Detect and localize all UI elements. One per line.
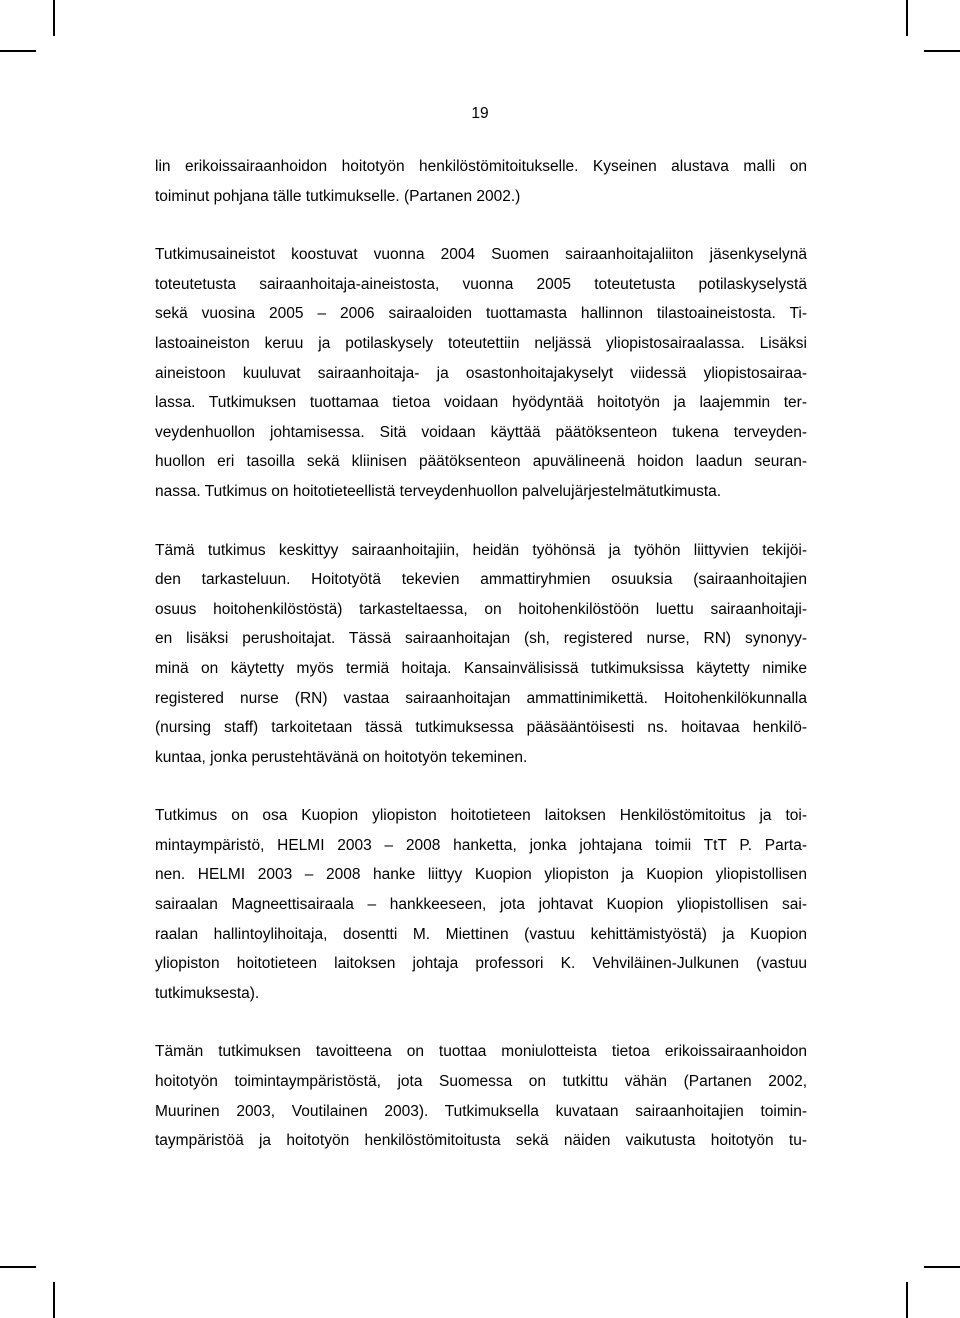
text-line: Tämän tutkimuksen tavoitteena on tuottaa moniulotteista tietoa erikoissairaanhoidon: [155, 1043, 807, 1061]
text-line: lassa. Tutkimuksen tuottamaa tietoa voidaan hyödyntää hoitotyön ja laajemmin ter-: [155, 394, 807, 412]
crop-mark-top-right-vertical: [906, 0, 908, 36]
text-line: nen. HELMI 2003 – 2008 hanke liittyy Kuopion yliopiston ja Kuopion yliopistollisen: [155, 866, 807, 884]
text-line: minä on käytetty myös termiä hoitaja. Kansainvälisissä tutkimuksissa käytetty nimike: [155, 659, 807, 677]
text-line: en lisäksi perushoitajat. Tässä sairaanhoitajan (sh, registered nurse, RN) synonyy-: [155, 630, 807, 648]
text-line: Tutkimusaineistot koostuvat vuonna 2004 Suomen sairaanhoitajaliiton jäsenkyselynä: [155, 246, 807, 264]
text-line: raalan hallintoylihoitaja, dosentti M. Miettinen (vastuu kehittämistyöstä) ja Kuopion: [155, 925, 807, 943]
crop-mark-bottom-right-horizontal: [924, 1266, 960, 1268]
text-line: toteutetusta sairaanhoitaja-aineistosta, vuonna 2005 toteutetusta potilaskyselystä: [155, 275, 807, 293]
crop-mark-bottom-left-horizontal: [0, 1266, 36, 1268]
text-line: sekä vuosina 2005 – 2006 sairaaloiden tuottamasta hallinnon tilastoaineistosta. Ti-: [155, 305, 807, 323]
text-line: Muurinen 2003, Voutilainen 2003). Tutkimuksella kuvataan sairaanhoitajien toimin-: [155, 1102, 807, 1120]
text-line: taympäristöä ja hoitotyön henkilöstömitoitusta sekä näiden vaikutusta hoitotyön tu-: [155, 1132, 807, 1150]
text-line: toiminut pohjana tälle tutkimukselle. (Partanen 2002.): [155, 187, 521, 205]
text-line: nassa. Tutkimus on hoitotieteellistä terveydenhuollon palvelujärjestelmätutkimusta.: [155, 482, 722, 500]
crop-mark-top-left-vertical: [53, 0, 55, 36]
text-line: tutkimuksesta).: [155, 984, 260, 1002]
text-line: aineistoon kuuluvat sairaanhoitaja- ja osastonhoitajakyselyt viidessä yliopistosairaa-: [155, 364, 807, 382]
text-line: hoitotyön toimintaympäristöstä, jota Suomessa on tutkittu vähän (Partanen 2002,: [155, 1073, 807, 1091]
paragraph-3: [155, 536, 807, 773]
paragraph-4: [155, 801, 807, 1008]
crop-mark-top-right-horizontal: [924, 50, 960, 52]
document-body: [155, 152, 807, 1185]
text-line: veydenhuollon johtamisessa. Sitä voidaan käyttää päätöksenteon tukena terveyden-: [155, 423, 807, 441]
page-number: 19: [471, 105, 489, 122]
text-line: (nursing staff) tarkoitetaan tässä tutkimuksessa pääsääntöisesti ns. hoitavaa henkilö-: [155, 719, 807, 737]
text-line: mintaympäristö, HELMI 2003 – 2008 hanketta, jonka johtajana toimii TtT P. Parta-: [155, 836, 807, 854]
text-line: lin erikoissairaanhoidon hoitotyön henkilöstömitoitukselle. Kyseinen alustava malli on: [155, 158, 807, 175]
text-line: Tämä tutkimus keskittyy sairaanhoitajiin, heidän työhönsä ja työhön liittyvien tekijöi-: [155, 541, 807, 559]
text-line: registered nurse (RN) vastaa sairaanhoitajan ammattinimikettä. Hoitohenkilökunnalla: [155, 689, 807, 707]
crop-mark-top-left-horizontal: [0, 50, 36, 52]
paragraph-1: [155, 152, 807, 211]
text-line: huollon eri tasoilla sekä kliinisen päätöksenteon apuvälineenä hoidon laadun seuran-: [155, 453, 807, 471]
text-line: kuntaa, jonka perustehtävänä on hoitotyön tekeminen.: [155, 748, 528, 766]
paragraph-2: [155, 240, 807, 506]
text-line: osuus hoitohenkilöstöstä) tarkasteltaessa, on hoitohenkilöstöön luettu sairaanhoitaji-: [155, 600, 807, 618]
text-line: sairaalan Magneettisairaala – hankkeeseen, jota johtavat Kuopion yliopistollisen sai-: [155, 896, 807, 914]
text-line: Tutkimus on osa Kuopion yliopiston hoitotieteen laitoksen Henkilöstömitoitus ja toi-: [155, 807, 807, 825]
text-line: lastoaineiston keruu ja potilaskysely toteutettiin neljässä yliopistosairaalassa. Lisäksi: [155, 334, 807, 352]
paragraph-5: [155, 1037, 807, 1155]
text-line: yliopiston hoitotieteen laitoksen johtaja professori K. Vehviläinen-Julkunen (vastuu: [155, 955, 807, 973]
text-line: den tarkasteluun. Hoitotyötä tekevien ammattiryhmien osuuksia (sairaanhoitajien: [155, 571, 807, 589]
crop-mark-bottom-left-vertical: [53, 1282, 55, 1318]
crop-mark-bottom-right-vertical: [906, 1282, 908, 1318]
